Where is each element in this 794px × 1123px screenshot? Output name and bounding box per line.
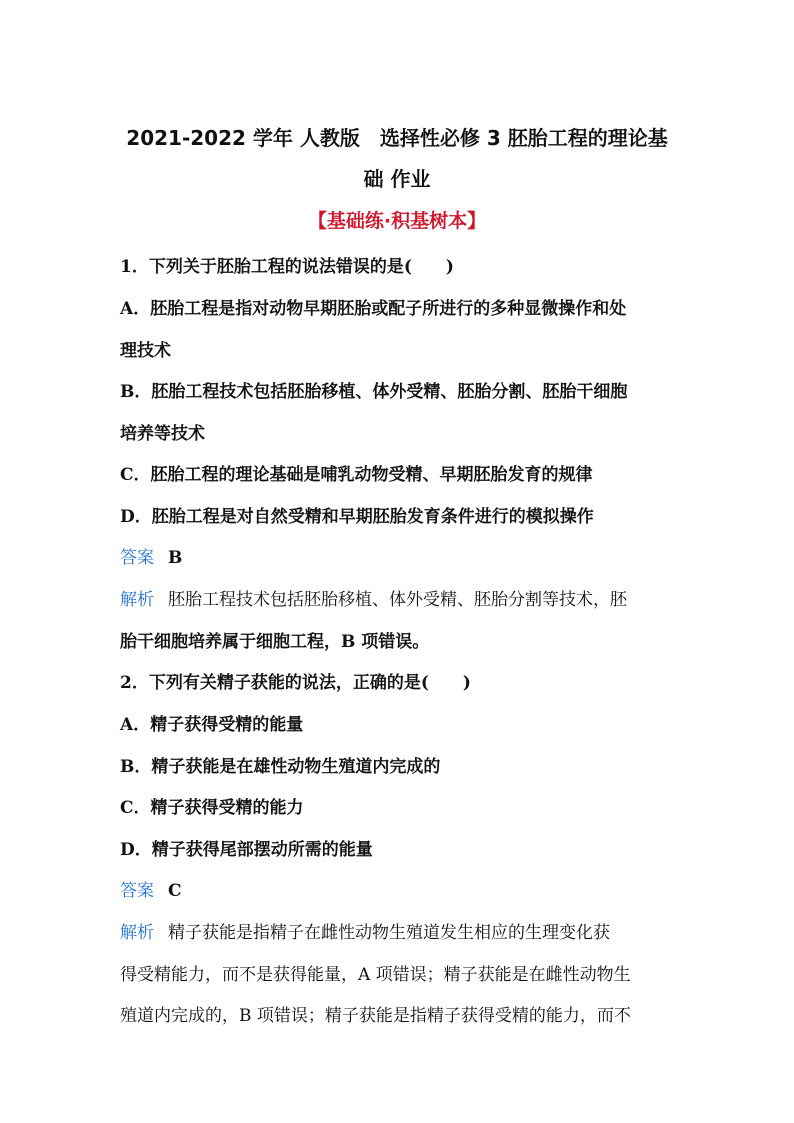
document-title-line-2: 础 作业 bbox=[363, 167, 431, 191]
answer-label: 答案 bbox=[120, 548, 154, 568]
question-1-answer bbox=[120, 543, 680, 568]
explanation-text: 精子获能是指精子在雌性动物生殖道发生相应的生理变化获 bbox=[168, 923, 610, 943]
question-1-option-b: B．胚胎工程技术包括胚胎移植、体外受精、胚胎分割、胚胎干细胞 bbox=[120, 382, 628, 402]
document-title-line-1: 2021-2022 学年 人教版 选择性必修 3 胚胎工程的理论基 bbox=[126, 126, 668, 150]
explanation-text: 胚胎工程技术包括胚胎移植、体外受精、胚胎分割等技术，胚 bbox=[168, 590, 627, 610]
question-2-explanation-line-2: 得受精能力，而不是获得能量，A 项错误；精子获能是在雌性动物生 bbox=[120, 965, 631, 985]
question-2-option-b: B．精子获能是在雄性动物生殖道内完成的 bbox=[120, 757, 441, 777]
answer-value: C bbox=[168, 881, 182, 901]
question-2-stem: 2．下列有关精子获能的说法，正确的是( ) bbox=[120, 673, 471, 693]
question-2-answer bbox=[120, 876, 680, 901]
answer-label: 答案 bbox=[120, 881, 154, 901]
question-1-option-d: D．胚胎工程是对自然受精和早期胚胎发育条件进行的模拟操作 bbox=[120, 507, 594, 527]
question-1-option-b-cont: 培养等技术 bbox=[120, 424, 205, 444]
question-1-option-a-cont: 理技术 bbox=[120, 341, 171, 361]
question-1-explanation-line-2: 胎干细胞培养属于细胞工程，B 项错误。 bbox=[120, 632, 430, 652]
explanation-label: 解析 bbox=[120, 923, 154, 943]
question-1-option-a: A．胚胎工程是指对动物早期胚胎或配子所进行的多种显微操作和处 bbox=[120, 299, 627, 319]
section-heading: 【基础练·积基树本】 bbox=[307, 210, 487, 232]
explanation-label: 解析 bbox=[120, 590, 154, 610]
question-1-stem: 1．下列关于胚胎工程的说法错误的是( ) bbox=[120, 257, 454, 277]
question-2-option-d: D．精子获得尾部摆动所需的能量 bbox=[120, 840, 373, 860]
question-2-option-a: A．精子获得受精的能量 bbox=[120, 715, 304, 735]
answer-value: B bbox=[168, 548, 183, 568]
question-1-option-c: C．胚胎工程的理论基础是哺乳动物受精、早期胚胎发育的规律 bbox=[120, 465, 593, 485]
question-1-explanation-line-1 bbox=[120, 585, 680, 610]
question-2-explanation-line-3: 殖道内完成的，B 项错误；精子获能是指精子获得受精的能力，而不 bbox=[120, 1006, 631, 1026]
question-2-option-c: C．精子获得受精的能力 bbox=[120, 798, 304, 818]
question-2-explanation-line-1 bbox=[120, 918, 680, 943]
